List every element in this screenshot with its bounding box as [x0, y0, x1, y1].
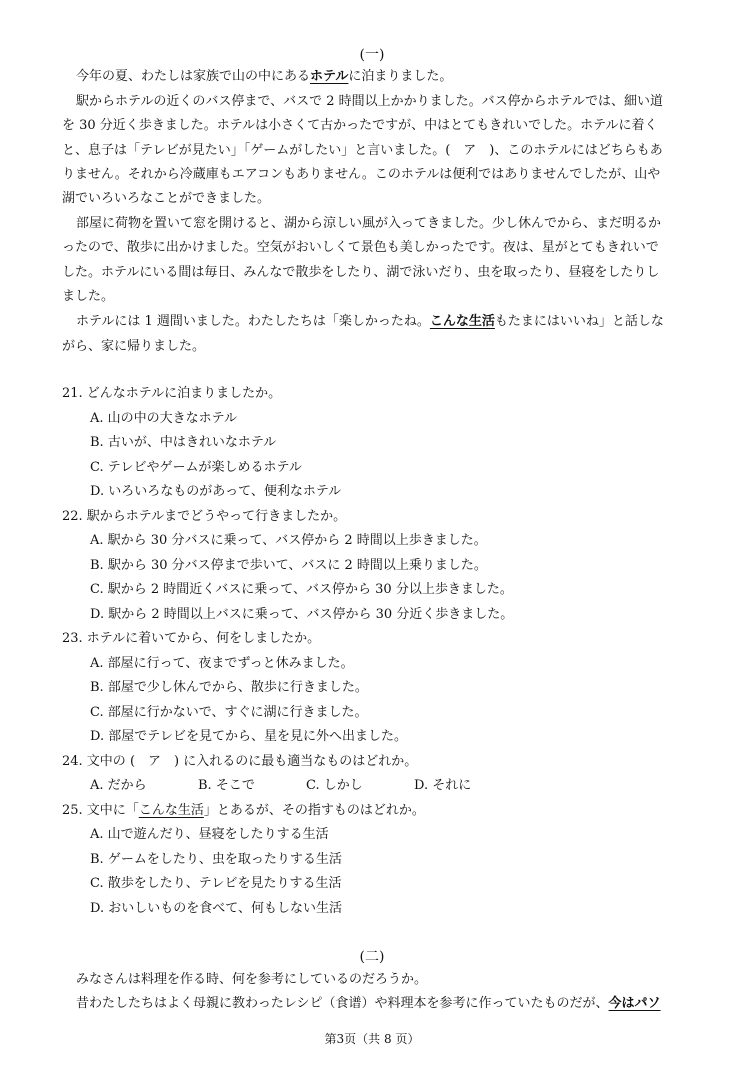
question-24-options	[90, 777, 471, 795]
paragraph-4-text: ホテルには 1 週間いました。わたしたちは「楽しかったね。	[76, 314, 430, 329]
question-25-stem-end: 」とあるが、その指すものはどれか。	[203, 803, 425, 818]
question-23-option-b: B. 部屋で少し休んでから、散歩に行きました。	[90, 680, 368, 695]
section-2-title: (二)	[359, 949, 385, 965]
passage-paragraph-2-line-2: を 30 分近く歩きました。ホテルは小さくて古かったですが、中はとてもきれいでした。ホテルに着く	[62, 118, 658, 133]
section-2-line-2	[76, 995, 661, 1013]
question-24-option-a: A. だから	[90, 778, 147, 793]
question-25-stem	[62, 802, 425, 820]
question-22-option-b: B. 駅から 30 分バス停まで歩いて、バスに 2 時間以上乗りました。	[90, 558, 487, 573]
question-22-stem: 22. 駅からホテルまでどうやって行きましたか。	[62, 509, 347, 524]
question-24-option-b: B. そこで	[198, 778, 255, 793]
question-22-option-c: C. 駅から 2 時間近くバスに乗って、バス停から 30 分以上歩きました。	[90, 582, 513, 597]
passage-paragraph-1	[76, 68, 452, 86]
question-21-option-a: A. 山の中の大きなホテル	[90, 411, 238, 426]
passage-paragraph-4-line-1	[76, 313, 664, 331]
passage-paragraph-4-line-2: がら、家に帰りました。	[62, 339, 206, 354]
passage-paragraph-3-line-4: ました。	[62, 289, 115, 304]
passage-paragraph-3-line-3: した。ホテルにいる間は毎日、みんなで散歩をしたり、湖で泳いだり、虫を取ったり、昼寝をしたりし	[62, 265, 660, 280]
passage-paragraph-3-line-2: ったので、散歩に出かけました。空気がおいしくて景色も美しかったです。夜は、星がとてもきれいで	[62, 240, 659, 255]
passage-paragraph-2-line-4: りません。それから冷蔵庫もエアコンもありません。このホテルは便利ではありませんでしたが、山や	[62, 167, 661, 182]
question-24-stem: 24. 文中の ( ア ) に入れるのに最も適当なものはどれか。	[62, 754, 418, 769]
question-21-option-d: D. いろいろなものがあって、便利なホテル	[90, 484, 342, 499]
question-23-option-a: A. 部屋に行って、夜までずっと休みました。	[90, 656, 354, 671]
question-25-option-a: A. 山で遊んだり、昼寝をしたりする生活	[90, 827, 329, 842]
question-23-option-d: D. 部屋でテレビを見てから、星を見に外へ出ました。	[90, 729, 407, 744]
question-25-option-c: C. 散歩をしたり、テレビを見たりする生活	[90, 876, 342, 891]
underlined-konna-seikatsu: こんな生活	[429, 314, 495, 329]
question-21-option-c: C. テレビやゲームが楽しめるホテル	[90, 460, 302, 475]
paragraph-4-text-end: もたまにはいいね」と話しな	[494, 314, 664, 329]
passage-paragraph-2-line-5: 湖でいろいろなことができました。	[62, 191, 271, 206]
paragraph-1-text-end: に泊まりました。	[348, 69, 453, 84]
question-22-option-d: D. 駅から 2 時間以上バスに乗って、バス停から 30 分近く歩きました。	[90, 607, 514, 622]
section-1-title: (一)	[359, 47, 385, 63]
passage-paragraph-2-line-1: 駅からホテルの近くのバス停まで、バスで 2 時間以上かかりました。バス停からホテルでは、細い道	[76, 94, 663, 109]
question-25-underlined: こんな生活	[138, 803, 204, 818]
question-22-option-a: A. 駅から 30 分バスに乗って、バス停から 2 時間以上歩きました。	[90, 533, 487, 548]
underlined-ima-wa-paso: 今はパソ	[608, 996, 661, 1011]
question-23-option-c: C. 部屋に行かないで、すぐに湖に行きました。	[90, 705, 368, 720]
question-21-stem: 21. どんなホテルに泊まりましたか。	[62, 386, 282, 401]
question-25-option-d: D. おいしいものを食べて、何もしない生活	[90, 901, 342, 916]
section-2-line-1: みなさんは料理を作る時、何を参考にしているのだろうか。	[76, 972, 428, 987]
page-footer: 第3页（共 8 页）	[324, 1032, 420, 1046]
section-2-line-2-text: 昔わたしたちはよく母親に教わったレシピ（食谱）や料理本を参考に作っていたものだが、	[76, 996, 609, 1011]
question-23-stem: 23. ホテルに着いてから、何をしましたか。	[62, 631, 321, 646]
question-24-option-d: D. それに	[414, 778, 472, 793]
passage-paragraph-2-line-3: と、息子は「テレビが見たい」「ゲームがしたい」と言いました。( ア )、このホテルにはどちらもあ	[62, 143, 663, 158]
question-24-option-c: C. しかし	[306, 778, 363, 793]
question-25-option-b: B. ゲームをしたり、虫を取ったりする生活	[90, 852, 342, 867]
paragraph-1-text: 今年の夏、わたしは家族で山の中にある	[76, 69, 311, 84]
underlined-hotel: ホテル	[310, 69, 349, 84]
passage-paragraph-3-line-1: 部屋に荷物を置いて窓を開けると、湖から涼しい風が入ってきました。少し休んでから、まだ明るか	[76, 216, 662, 231]
question-21-option-b: B. 古いが、中はきれいなホテル	[90, 435, 277, 450]
question-25-stem-start: 25. 文中に「	[62, 803, 139, 818]
